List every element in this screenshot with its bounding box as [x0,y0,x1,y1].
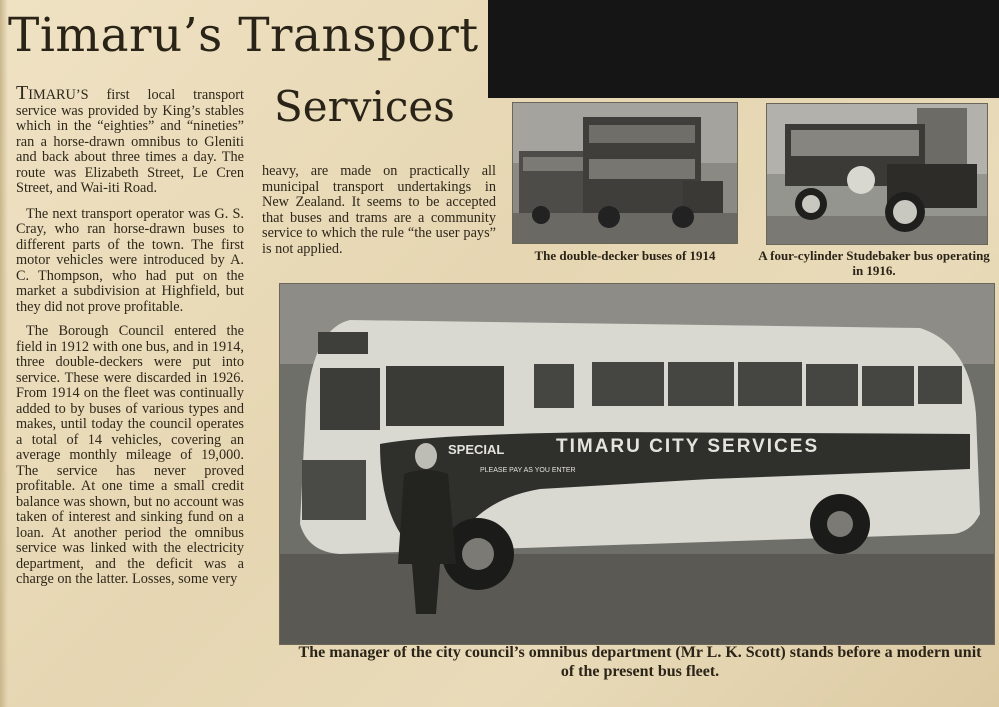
headline-line-1: Timaru’s Transport [8,8,479,63]
article-paragraph-4: heavy, are made on practically all municipal transport undertakings in New Zealand. It seems to be accepted that buses and trams are a community service to which the rule “the user pays” is not applied. [262,163,496,257]
bus-side-lettering: TIMARU CITY SERVICES [556,436,820,457]
dark-background-corner [488,0,999,98]
article-paragraph-3: The Borough Council entered the field in 1912 with one bus, and in 1914, three double-deckers were put into service. These were discarded in 1926. From 1914 on the fleet was continually added to by buses of various types and makes, until today the council operates a total of 14 vehicles, covering an average monthly mileage of 19,000. The service has never proved profitable. At one time a small credit balance was shown, but no account was taken of interest and sinking fund on a loan. At another period the omnibus service was linked with the electricity department, and the deficit was a charge on the latter. Losses, some very [16,323,244,587]
article-paragraph-1: TIMARU’S first local transport service was provided by King’s stables which in the “eighties” and “nineties” ran a horse-drawn omnibus to Gleniti and back about three times a day. The route was Elizabeth Street, Le Cren Street, and Wai-iti Road. [16,82,244,196]
headline-line-2: Services [274,82,455,131]
photo-double-decker-buses [512,102,738,244]
photo-modern-bus [279,283,995,645]
article-column-1 [16,82,244,597]
caption-double-decker: The double-decker buses of 1914 [534,248,716,263]
caption-studebaker: A four-cylinder Studebaker bus operating in 1916. [758,248,990,278]
paper-edge-shadow [0,0,8,707]
bus-special-label: SPECIAL [448,442,505,457]
bus-pay-sign: PLEASE PAY AS YOU ENTER [480,467,576,474]
caption-modern-bus: The manager of the city council’s omnibus department (Mr L. K. Scott) stands before a modern unit of the present bus fleet. [298,644,982,680]
article-paragraph-2: The next transport operator was G. S. Cray, who ran horse-drawn buses to different parts of the town. The first motor vehicles were introduced by A. C. Thompson, who had put on the market a subdivision at Highfield, but they did not prove profitable. [16,205,244,315]
photo-studebaker-bus [766,103,988,245]
article-column-2 [262,164,496,266]
